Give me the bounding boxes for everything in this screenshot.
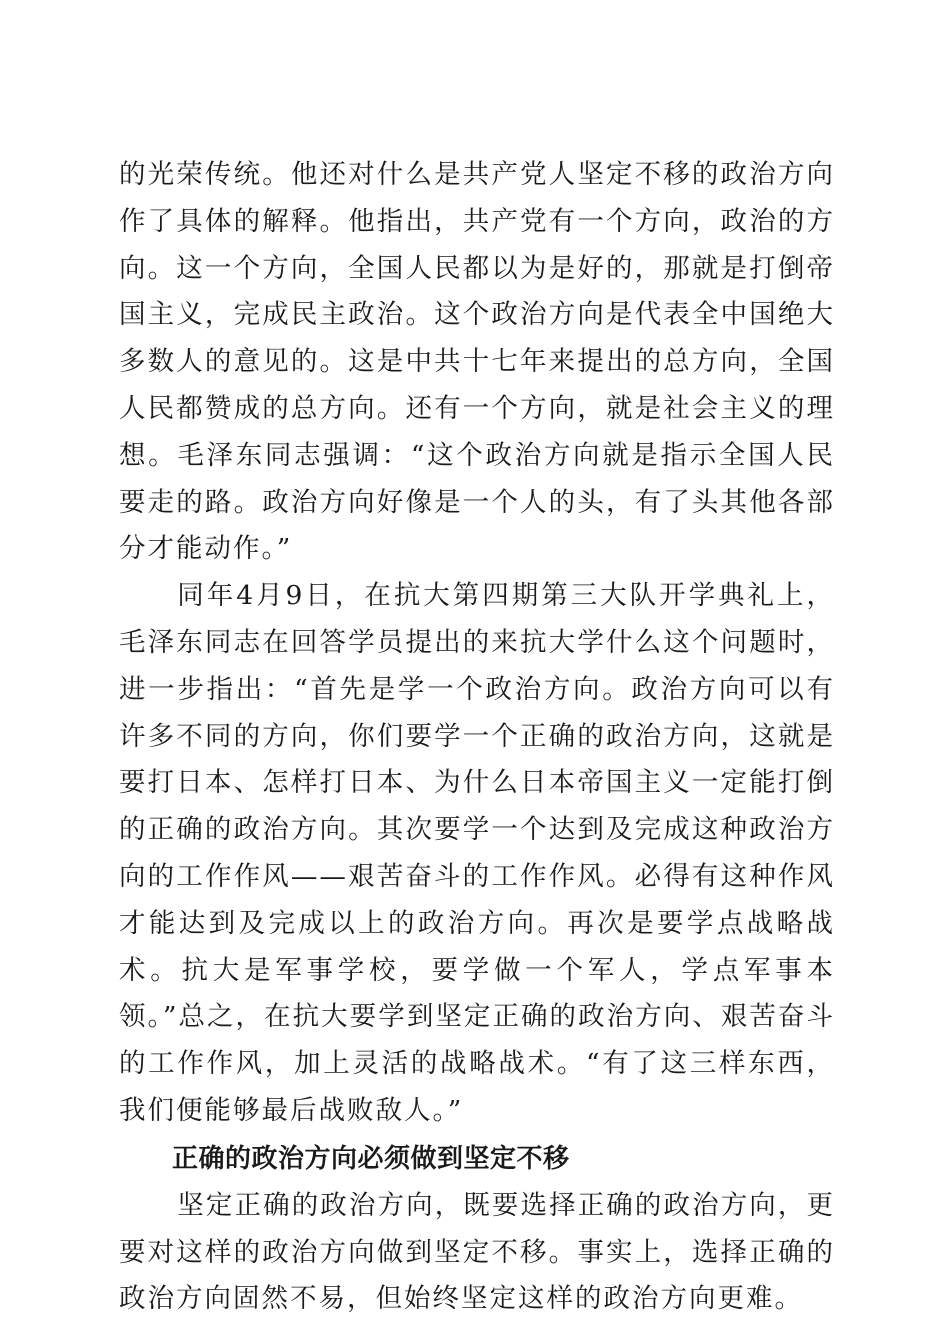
paragraph-continuation: 的光荣传统。他还对什么是共产党人坚定不移的政治方向作了具体的解释。他指出，共产党有一个方向，政治的方向。这一个方向，全国人民都以为是好的，那就是打倒帝国主义，完成民主政治。这个政治方向是代表全中国绝大多数人的意见的。这是中共十七年来提出的总方向，全国人民都赞成的总方向。还有一个方向，就是社会主义的理想。毛泽东同志强调：“这个政治方向就是指示全国人民要走的路。政治方向好像是一个人的头，有了头其他各部分才能动作。” bbox=[119, 159, 835, 565]
paragraph-firm-direction: 坚定正确的政治方向，既要选择正确的政治方向，更要对这样的政治方向做到坚定不移。事实上，选择正确的政治方向固然不易，但始终坚定这样的政治方向更难。 bbox=[119, 1189, 835, 1315]
paragraph-kangda-speech: 同年4月9日，在抗大第四期第三大队开学典礼上，毛泽东同志在回答学员提出的来抗大学什么这个问题时，进一步指出：“首先是学一个政治方向。政治方向可以有许多不同的方向，你们要学一个正确的政治方向，这就是要打日本、怎样打日本、为什么日本帝国主义一定能打倒的正确的政治方向。其次要学一个达到及完成这种政治方向的工作作风——艰苦奋斗的工作作风。必得有这种作风才能达到及完成以上的政治方向。再次是要学点战略战术。抗大是军事学校，要学做一个军人，学点军事本领。”总之，在抗大要学到坚定正确的政治方向、艰苦奋斗的工作作风，加上灵活的战略战术。“有了这三样东西，我们便能够最后战败敌人。” bbox=[119, 580, 835, 1126]
section-heading: 正确的政治方向必须做到坚定不移 bbox=[172, 1143, 570, 1174]
document-body bbox=[119, 152, 835, 1323]
